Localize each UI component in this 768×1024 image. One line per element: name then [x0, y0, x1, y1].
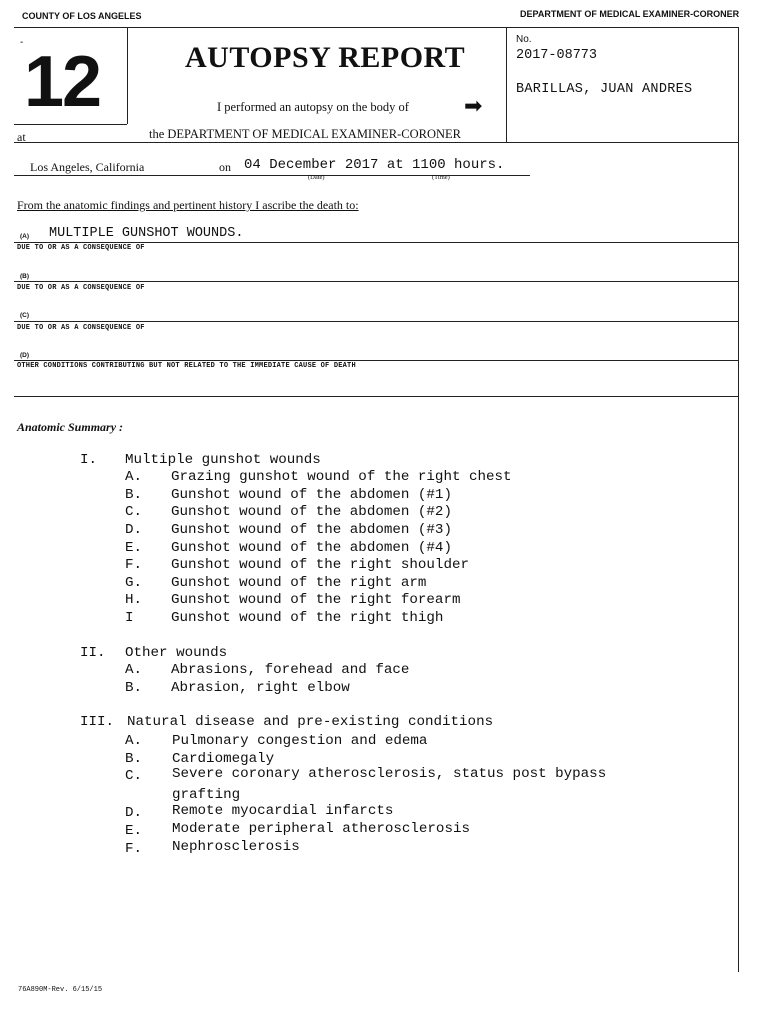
list-item: Gunshot wound of the right forearm — [171, 592, 461, 608]
due-to-label-3: DUE TO OR AS A CONSEQUENCE OF — [17, 324, 145, 332]
list-item: Severe coronary atherosclerosis, status post bypass — [172, 766, 607, 782]
performed-statement: I performed an autopsy on the body of — [217, 100, 409, 114]
section-title: Other wounds — [125, 645, 228, 661]
date-caption: (Date) — [308, 174, 325, 181]
other-conditions-label: OTHER CONDITIONS CONTRIBUTING BUT NOT RELATED TO THE IMMEDIATE CAUSE OF DEATH — [17, 362, 356, 370]
cause-a-key: (A) — [20, 233, 30, 240]
department-line: the DEPARTMENT OF MEDICAL EXAMINER-CORONER — [149, 127, 461, 141]
date-underline — [14, 175, 530, 176]
item-letter: D. — [125, 522, 143, 538]
form-code: 76A890M-Rev. 6/15/15 — [18, 986, 103, 994]
section-title: Natural disease and pre-existing conditions — [127, 714, 494, 730]
due-to-label-1: DUE TO OR AS A CONSEQUENCE OF — [17, 244, 145, 252]
list-item: Pulmonary congestion and edema — [172, 733, 428, 749]
department-header: DEPARTMENT OF MEDICAL EXAMINER-CORONER — [520, 9, 740, 19]
other-conditions-rule — [14, 396, 738, 397]
cause-a-value: MULTIPLE GUNSHOT WOUNDS. — [49, 226, 244, 241]
list-item: Nephrosclerosis — [172, 839, 300, 855]
item-letter: G. — [125, 575, 143, 591]
item-letter: B. — [125, 751, 143, 767]
at-label: at — [17, 130, 26, 144]
page-number-box-bottom — [14, 124, 127, 125]
item-letter: A. — [125, 662, 143, 678]
page-number: 12 — [24, 42, 101, 122]
list-item: Gunshot wound of the abdomen (#3) — [171, 522, 452, 538]
item-letter: F. — [125, 841, 143, 857]
decedent-name: BARILLAS, JUAN ANDRES — [516, 82, 693, 97]
case-number: 2017-08773 — [516, 48, 598, 63]
list-item: Remote myocardial infarcts — [172, 803, 394, 819]
autopsy-datetime: 04 December 2017 at 1100 hours. — [244, 157, 505, 173]
cause-a-rule — [14, 242, 738, 243]
report-title: AUTOPSY REPORT — [185, 41, 466, 74]
item-letter: H. — [125, 592, 143, 608]
case-box-left — [506, 27, 507, 142]
list-item: Abrasion, right elbow — [171, 680, 350, 696]
case-number-label: No. — [516, 34, 532, 45]
item-letter: E. — [125, 540, 143, 556]
page-number-box-right — [127, 27, 128, 124]
item-letter: D. — [125, 805, 143, 821]
item-letter: C. — [125, 768, 143, 784]
item-letter: F. — [125, 557, 143, 573]
cause-heading: From the anatomic findings and pertinent history I ascribe the death to: — [17, 198, 359, 212]
item-letter: B. — [125, 487, 143, 503]
list-item: Gunshot wound of the abdomen (#1) — [171, 487, 452, 503]
header-bottom-rule — [14, 142, 738, 143]
section-numeral: III. — [80, 714, 115, 730]
on-label: on — [219, 160, 231, 174]
anatomic-summary-label: Anatomic Summary : — [17, 420, 124, 434]
list-item: Grazing gunshot wound of the right chest — [171, 469, 512, 485]
cause-c-key: (C) — [20, 312, 30, 319]
list-item: Gunshot wound of the abdomen (#2) — [171, 504, 452, 520]
item-letter: A. — [125, 733, 143, 749]
list-item: Gunshot wound of the right thigh — [171, 610, 444, 626]
item-letter: E. — [125, 823, 143, 839]
cause-b-key: (B) — [20, 273, 30, 280]
list-item: Gunshot wound of the abdomen (#4) — [171, 540, 452, 556]
city-label: Los Angeles, California — [30, 160, 145, 174]
list-item: Gunshot wound of the right shoulder — [171, 557, 469, 573]
time-caption: (Time) — [432, 174, 450, 181]
item-letter: A. — [125, 469, 143, 485]
cause-d-rule — [14, 360, 738, 361]
section-numeral: I. — [80, 452, 98, 468]
list-item: Moderate peripheral atherosclerosis — [172, 821, 470, 837]
top-rule — [14, 27, 738, 28]
section-title: Multiple gunshot wounds — [125, 452, 321, 468]
list-item: grafting — [172, 787, 241, 803]
section-numeral: II. — [80, 645, 106, 661]
item-letter: C. — [125, 504, 143, 520]
county-header: COUNTY OF LOS ANGELES — [22, 11, 142, 21]
cause-c-rule — [14, 321, 738, 322]
cause-b-rule — [14, 281, 738, 282]
item-letter: B. — [125, 680, 143, 696]
list-item: Gunshot wound of the right arm — [171, 575, 427, 591]
arrow-right-icon: ➡ — [464, 93, 483, 118]
item-letter: I — [125, 610, 134, 626]
dash-mark: - — [20, 37, 24, 48]
list-item: Cardiomegaly — [172, 751, 275, 767]
due-to-label-2: DUE TO OR AS A CONSEQUENCE OF — [17, 284, 145, 292]
cause-d-key: (D) — [20, 352, 30, 359]
list-item: Abrasions, forehead and face — [171, 662, 410, 678]
right-margin-rule — [738, 27, 739, 972]
